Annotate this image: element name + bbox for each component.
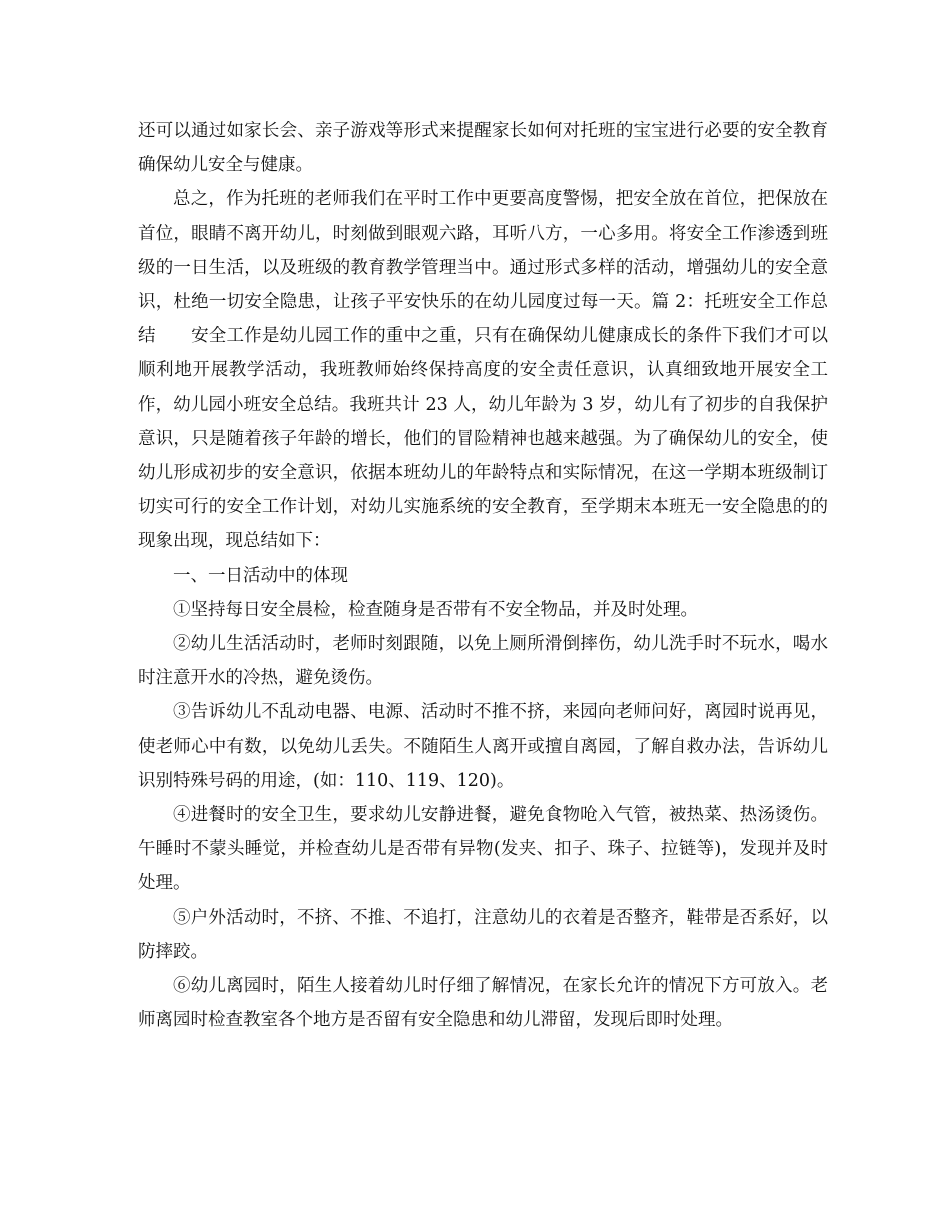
paragraph-continuation: 还可以通过如家长会、亲子游戏等形式来提醒家长如何对托班的宝宝进行必要的安全教育确保幼儿安全与健康。 [138,121,828,176]
list-item: ①坚持每日安全晨检，检查随身是否带有不安全物品，并及时处理。 [173,599,698,620]
list-item: ⑤户外活动时，不挤、不推、不追打，注意幼儿的衣着是否整齐，鞋带是否系好，以防摔跤。 [138,907,828,962]
section-heading: 一、一日活动中的体现 [173,565,348,586]
list-item: ②幼儿生活活动时，老师时刻跟随，以免上厕所滑倒摔伤，幼儿洗手时不玩水，喝水时注意开水的冷热，避免烫伤。 [138,634,828,689]
document-body [138,114,828,1037]
list-item: ⑥幼儿离园时，陌生人接着幼儿时仔细了解情况，在家长允许的情况下方可放入。老师离园时检查教室各个地方是否留有安全隐患和幼儿滞留，发现后即时处理。 [138,976,828,1031]
list-item: ③告诉幼儿不乱动电器、电源、活动时不推不挤，来园向老师问好，离园时说再见，使老师心中有数，以免幼儿丢失。不随陌生人离开或擅自离园，了解自救办法，告诉幼儿识别特殊号码的用途，(如：110、119、120)。 [138,702,828,791]
paragraph-summary: 总之，作为托班的老师我们在平时工作中更要高度警惕，把安全放在首位，把保放在首位，眼睛不离开幼儿，时刻做到眼观六路，耳听八方，一心多用。将安全工作渗透到班级的一日生活，以及班级的教育教学管理当中。通过形式多样的活动，增强幼儿的安全意识，杜绝一切安全隐患，让孩子平安快乐的在幼儿园度过每一天。篇 2：托班安全工作总结 安全工作是幼儿园工作的重中之重，只有在确保幼儿健康成长的条件下我们才可以顺利地开展教学活动，我班教师始终保持高度的安全责任意识，认真细致地开展安全工作，幼儿园小班安全总结。我班共计 23 人，幼儿年龄为 3 岁，幼儿有了初步的自我保护意识，只是随着孩子年龄的增长，他们的冒险精神也越来越强。为了确保幼儿的安全，使幼儿形成初步的安全意识，依据本班幼儿的年龄特点和实际情况，在这一学期本班级制订切实可行的安全工作计划，对幼儿实施系统的安全教育，至学期末本班无一安全隐患的的现象出现，现总结如下： [138,189,828,552]
list-item: ④进餐时的安全卫生，要求幼儿安静进餐，避免食物呛入气管，被热菜、热汤烫伤。午睡时不蒙头睡觉，并检查幼儿是否带有异物(发夹、扣子、珠子、拉链等)，发现并及时处理。 [138,805,828,894]
